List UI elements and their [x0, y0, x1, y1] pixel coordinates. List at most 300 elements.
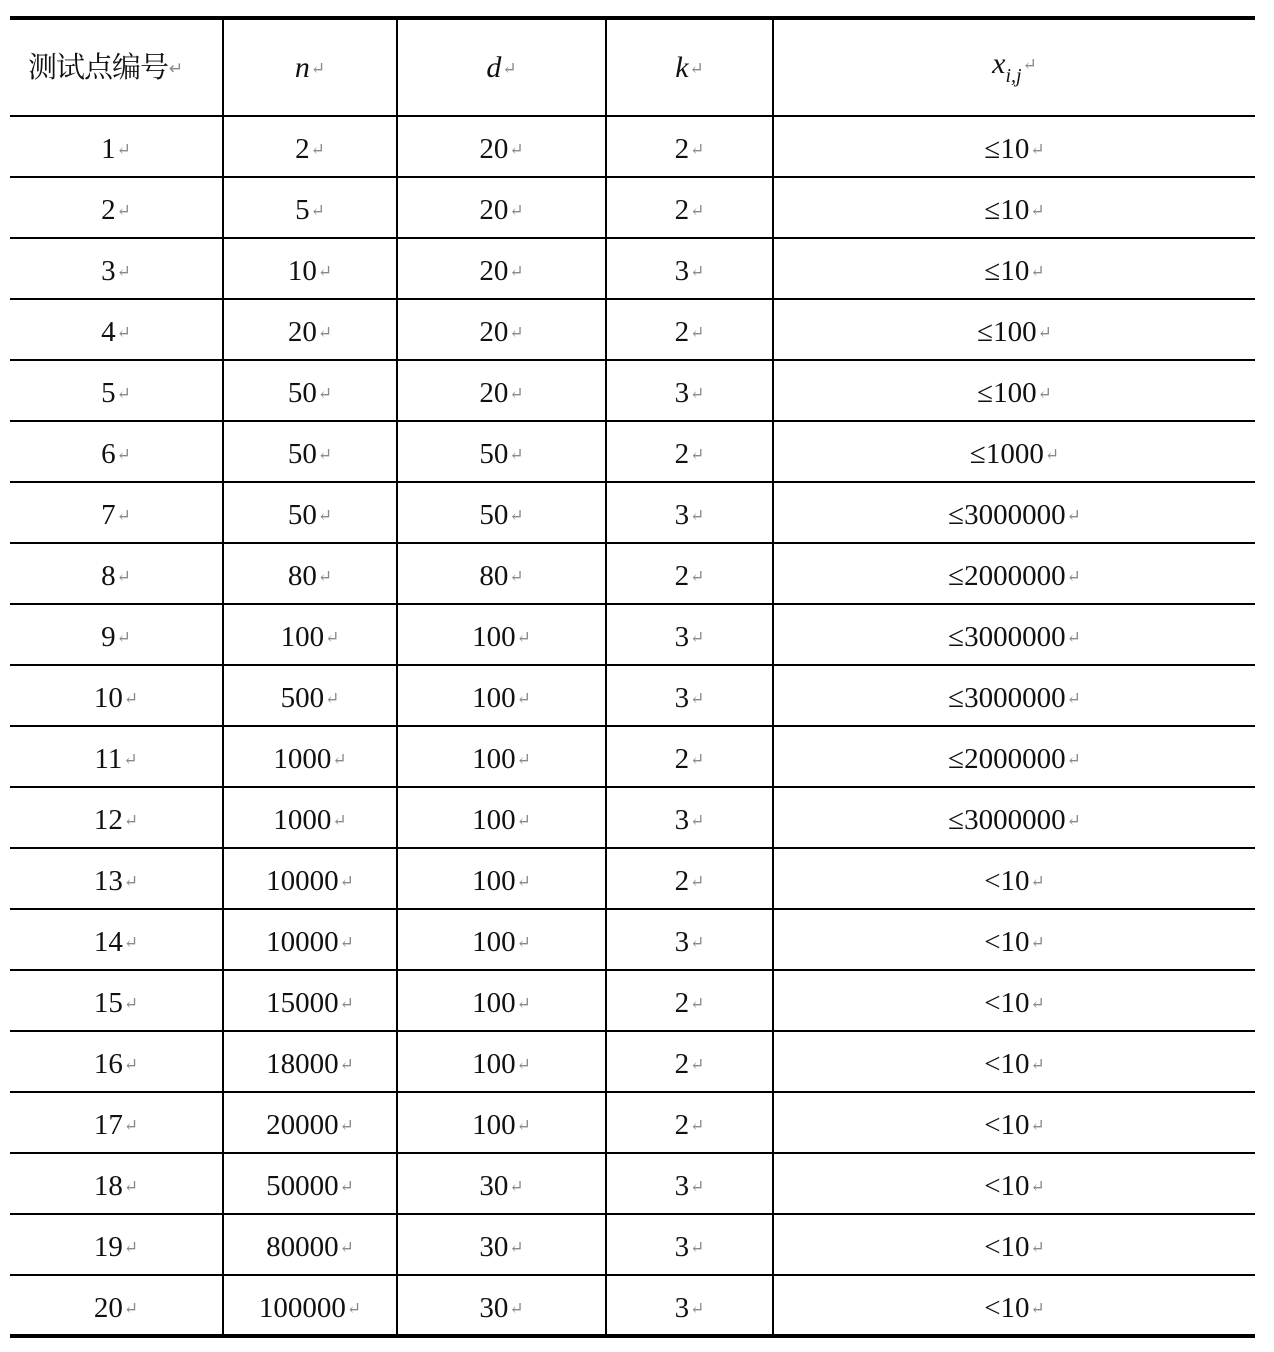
paragraph-mark-icon: ↵	[123, 811, 139, 830]
table-row	[10, 421, 1255, 482]
paragraph-mark-icon: ↵	[1066, 750, 1081, 769]
paragraph-mark-icon: ↵	[123, 933, 139, 952]
paragraph-mark-icon: ↵	[123, 1238, 139, 1257]
cell-d-value: 50	[479, 499, 509, 531]
cell-x-ij	[773, 1092, 1255, 1153]
cell-x-ij-value: ≤3000000	[948, 499, 1066, 531]
cell-test-point-id	[10, 482, 223, 543]
cell-d	[397, 970, 606, 1031]
paragraph-mark-icon: ↵	[310, 140, 325, 159]
cell-x-ij	[773, 238, 1255, 299]
paragraph-mark-icon: ↵	[690, 933, 705, 952]
paragraph-mark-icon: ↵	[516, 628, 531, 647]
paragraph-mark-icon: ↵	[690, 262, 705, 281]
paragraph-mark-icon: ↵	[516, 689, 531, 708]
table-row	[10, 1031, 1255, 1092]
paragraph-mark-icon: ↵	[690, 628, 705, 647]
paragraph-mark-icon: ↵	[690, 994, 705, 1013]
cell-test-point-id	[10, 909, 223, 970]
paragraph-mark-icon: ↵	[325, 628, 340, 647]
paragraph-mark-icon: ↵	[123, 1055, 139, 1074]
cell-test-point-id-value: 9	[101, 621, 116, 653]
cell-n-value: 100	[280, 621, 325, 653]
paragraph-mark-icon: ↵	[1066, 506, 1081, 525]
paragraph-mark-icon: ↵	[123, 872, 139, 891]
paragraph-mark-icon: ↵	[317, 262, 333, 281]
cell-x-ij	[773, 1031, 1255, 1092]
table-row	[10, 360, 1255, 421]
cell-d-value: 30	[479, 1170, 509, 1202]
cell-x-ij-value: <10	[984, 926, 1030, 958]
cell-d-value: 100	[472, 926, 516, 958]
paragraph-mark-icon: ↵	[509, 506, 524, 525]
cell-n-value: 80000	[266, 1231, 339, 1263]
cell-k	[606, 726, 773, 787]
paragraph-mark-icon: ↵	[690, 506, 705, 525]
cell-test-point-id-value: 7	[101, 499, 116, 531]
cell-d-value: 100	[472, 1048, 516, 1080]
cell-x-ij-value: ≤10	[984, 133, 1030, 165]
paragraph-mark-icon: ↵	[509, 201, 524, 220]
cell-k	[606, 970, 773, 1031]
cell-n	[223, 726, 397, 787]
cell-x-ij-value: <10	[984, 1291, 1030, 1324]
cell-test-point-id-value: 1	[101, 133, 116, 165]
table-row	[10, 482, 1255, 543]
cell-k	[606, 177, 773, 238]
table-row	[10, 848, 1255, 909]
cell-d	[397, 848, 606, 909]
cell-k-value: 2	[674, 987, 690, 1019]
paragraph-mark-icon: ↵	[332, 811, 347, 830]
cell-k-value: 2	[674, 743, 690, 775]
cell-test-point-id-value: 6	[101, 438, 116, 470]
table-row	[10, 726, 1255, 787]
cell-k-value: 3	[674, 621, 690, 653]
cell-k	[606, 1092, 773, 1153]
paragraph-mark-icon: ↵	[516, 811, 531, 830]
cell-d-value: 100	[472, 987, 516, 1019]
cell-test-point-id	[10, 1031, 223, 1092]
cell-k	[606, 299, 773, 360]
cell-test-point-id	[10, 421, 223, 482]
cell-n	[223, 116, 397, 177]
paragraph-mark-icon: ↵	[509, 1238, 524, 1257]
paragraph-mark-icon: ↵	[689, 58, 704, 78]
cell-n-value: 50	[287, 499, 317, 531]
paragraph-mark-icon: ↵	[339, 1238, 354, 1257]
cell-n-value: 50	[287, 377, 317, 409]
cell-test-point-id-value: 18	[93, 1170, 123, 1202]
paragraph-mark-icon: ↵	[690, 384, 705, 403]
table-row	[10, 1214, 1255, 1275]
header-d-label: d	[486, 50, 502, 84]
cell-k	[606, 1214, 773, 1275]
paragraph-mark-icon: ↵	[339, 1116, 354, 1135]
paragraph-mark-icon: ↵	[1030, 1238, 1045, 1257]
cell-n-value: 2	[295, 133, 310, 165]
cell-test-point-id-value: 17	[93, 1109, 123, 1141]
paragraph-mark-icon: ↵	[509, 323, 524, 342]
cell-test-point-id	[10, 787, 223, 848]
cell-n-value: 1000	[273, 804, 332, 836]
cell-x-ij	[773, 116, 1255, 177]
cell-k-value: 2	[674, 1048, 690, 1080]
cell-d-value: 20	[479, 194, 509, 226]
cell-x-ij	[773, 299, 1255, 360]
test-point-table-container	[10, 16, 1255, 1338]
cell-x-ij	[773, 665, 1255, 726]
cell-k	[606, 1031, 773, 1092]
cell-test-point-id	[10, 299, 223, 360]
cell-n	[223, 238, 397, 299]
cell-k	[606, 848, 773, 909]
cell-test-point-id-value: 2	[101, 194, 116, 226]
paragraph-mark-icon: ↵	[690, 1298, 705, 1318]
cell-x-ij-value: <10	[984, 1048, 1030, 1080]
paragraph-mark-icon: ↵	[509, 567, 524, 586]
paragraph-mark-icon: ↵	[116, 628, 131, 647]
cell-n-value: 500	[280, 682, 325, 714]
cell-k-value: 2	[674, 316, 690, 348]
paragraph-mark-icon: ↵	[1030, 1298, 1045, 1318]
paragraph-mark-icon: ↵	[690, 750, 705, 769]
cell-x-ij	[773, 970, 1255, 1031]
cell-n-value: 50000	[266, 1170, 339, 1202]
header-x-label: x	[992, 47, 1006, 80]
paragraph-mark-icon: ↵	[317, 506, 333, 525]
cell-n-value: 15000	[266, 987, 339, 1019]
cell-k	[606, 543, 773, 604]
cell-test-point-id	[10, 177, 223, 238]
header-test-point-id-label: 测试点编号	[28, 50, 169, 84]
cell-k	[606, 360, 773, 421]
cell-x-ij-value: <10	[984, 865, 1030, 897]
cell-k	[606, 421, 773, 482]
table-row	[10, 177, 1255, 238]
cell-n-value: 20	[287, 316, 317, 348]
cell-d	[397, 421, 606, 482]
paragraph-mark-icon: ↵	[516, 994, 531, 1013]
cell-k	[606, 909, 773, 970]
table-header	[10, 18, 1255, 116]
paragraph-mark-icon: ↵	[123, 1298, 139, 1318]
header-k-label: k	[675, 50, 689, 84]
paragraph-mark-icon: ↵	[116, 384, 131, 403]
table-row	[10, 116, 1255, 177]
cell-n	[223, 970, 397, 1031]
paragraph-mark-icon: ↵	[317, 384, 333, 403]
paragraph-mark-icon: ↵	[690, 567, 705, 586]
cell-n	[223, 604, 397, 665]
cell-x-ij	[773, 177, 1255, 238]
paragraph-mark-icon: ↵	[509, 1177, 524, 1196]
cell-test-point-id	[10, 726, 223, 787]
cell-x-ij-value: <10	[984, 1109, 1030, 1141]
paragraph-mark-icon: ↵	[509, 445, 524, 464]
cell-k	[606, 482, 773, 543]
paragraph-mark-icon: ↵	[116, 140, 131, 159]
cell-n	[223, 177, 397, 238]
cell-x-ij	[773, 421, 1255, 482]
paragraph-mark-icon: ↵	[1044, 445, 1060, 464]
paragraph-mark-icon: ↵	[690, 323, 705, 342]
table-row	[10, 1275, 1255, 1336]
cell-n-value: 10000	[266, 926, 339, 958]
cell-d	[397, 482, 606, 543]
paragraph-mark-icon: ↵	[690, 1116, 705, 1135]
paragraph-mark-icon: ↵	[1030, 994, 1045, 1013]
paragraph-mark-icon: ↵	[116, 445, 131, 464]
cell-d	[397, 116, 606, 177]
paragraph-mark-icon: ↵	[1037, 384, 1052, 403]
cell-d-value: 100	[472, 804, 516, 836]
cell-n-value: 20000	[266, 1109, 339, 1141]
cell-n	[223, 543, 397, 604]
cell-d-value: 30	[479, 1231, 509, 1263]
paragraph-mark-icon: ↵	[317, 323, 333, 342]
cell-d	[397, 787, 606, 848]
cell-x-ij	[773, 909, 1255, 970]
cell-k-value: 3	[674, 682, 690, 714]
cell-d	[397, 360, 606, 421]
cell-d-value: 100	[472, 865, 516, 897]
cell-n	[223, 1214, 397, 1275]
paragraph-mark-icon: ↵	[509, 1298, 524, 1318]
cell-x-ij-value: ≤10	[984, 255, 1030, 287]
paragraph-mark-icon: ↵	[339, 872, 354, 891]
cell-test-point-id	[10, 1214, 223, 1275]
cell-d	[397, 1092, 606, 1153]
paragraph-mark-icon: ↵	[690, 1055, 705, 1074]
cell-x-ij	[773, 1275, 1255, 1336]
cell-x-ij-value: <10	[984, 987, 1030, 1019]
cell-k-value: 2	[674, 438, 690, 470]
paragraph-mark-icon: ↵	[339, 994, 354, 1013]
paragraph-mark-icon: ↵	[310, 58, 326, 78]
cell-k	[606, 1275, 773, 1336]
paragraph-mark-icon: ↵	[690, 872, 705, 891]
cell-test-point-id	[10, 543, 223, 604]
cell-d-value: 100	[472, 1109, 516, 1141]
cell-k	[606, 116, 773, 177]
cell-x-ij-value: ≤100	[977, 377, 1037, 409]
cell-n-value: 100000	[258, 1291, 346, 1324]
cell-k-value: 3	[674, 499, 690, 531]
cell-n-value: 10000	[266, 865, 339, 897]
cell-n	[223, 421, 397, 482]
cell-d-value: 100	[472, 621, 516, 653]
cell-test-point-id	[10, 1092, 223, 1153]
table-row	[10, 299, 1255, 360]
paragraph-mark-icon: ↵	[123, 1116, 139, 1135]
paragraph-mark-icon: ↵	[116, 567, 131, 586]
cell-n	[223, 1153, 397, 1214]
cell-x-ij-value: <10	[984, 1231, 1030, 1263]
cell-k-value: 2	[674, 560, 690, 592]
cell-x-ij-value: <10	[984, 1170, 1030, 1202]
cell-k-value: 2	[674, 194, 690, 226]
cell-n	[223, 787, 397, 848]
paragraph-mark-icon: ↵	[516, 933, 531, 952]
header-test-point-id	[10, 18, 223, 116]
cell-x-ij	[773, 848, 1255, 909]
cell-test-point-id-value: 19	[93, 1231, 123, 1263]
paragraph-mark-icon: ↵	[169, 59, 183, 79]
paragraph-mark-icon: ↵	[1066, 628, 1081, 647]
cell-test-point-id-value: 11	[94, 743, 123, 775]
table-row	[10, 1092, 1255, 1153]
cell-x-ij-value: ≤100	[977, 316, 1037, 348]
cell-n-value: 50	[287, 438, 317, 470]
paragraph-mark-icon: ↵	[123, 689, 139, 708]
cell-d-value: 80	[479, 560, 509, 592]
cell-test-point-id-value: 4	[101, 316, 116, 348]
paragraph-mark-icon: ↵	[123, 1177, 139, 1196]
paragraph-mark-icon: ↵	[509, 140, 524, 159]
paragraph-mark-icon: ↵	[1022, 55, 1037, 74]
cell-test-point-id-value: 3	[101, 255, 116, 287]
paragraph-mark-icon: ↵	[1066, 567, 1081, 586]
paragraph-mark-icon: ↵	[690, 201, 705, 220]
cell-test-point-id-value: 5	[101, 377, 116, 409]
cell-d	[397, 1275, 606, 1336]
cell-k	[606, 665, 773, 726]
test-point-table	[10, 16, 1255, 1338]
cell-k-value: 2	[674, 133, 690, 165]
cell-test-point-id-value: 20	[93, 1291, 123, 1324]
header-n-label: n	[294, 50, 310, 84]
header-k	[606, 18, 773, 116]
paragraph-mark-icon: ↵	[346, 1298, 362, 1318]
paragraph-mark-icon: ↵	[339, 933, 354, 952]
paragraph-mark-icon: ↵	[116, 201, 131, 220]
paragraph-mark-icon: ↵	[509, 262, 524, 281]
paragraph-mark-icon: ↵	[690, 689, 705, 708]
cell-x-ij	[773, 360, 1255, 421]
cell-test-point-id	[10, 1275, 223, 1336]
cell-d-value: 20	[479, 377, 509, 409]
paragraph-mark-icon: ↵	[123, 994, 139, 1013]
cell-test-point-id-value: 10	[93, 682, 123, 714]
cell-n	[223, 360, 397, 421]
cell-n	[223, 482, 397, 543]
paragraph-mark-icon: ↵	[1030, 933, 1045, 952]
cell-d	[397, 1031, 606, 1092]
paragraph-mark-icon: ↵	[1066, 811, 1081, 830]
paragraph-mark-icon: ↵	[116, 506, 131, 525]
cell-test-point-id	[10, 604, 223, 665]
cell-x-ij	[773, 726, 1255, 787]
cell-test-point-id	[10, 360, 223, 421]
cell-n	[223, 665, 397, 726]
cell-x-ij	[773, 1214, 1255, 1275]
cell-n-value: 10	[287, 255, 317, 287]
table-row	[10, 909, 1255, 970]
table-body	[10, 116, 1255, 1336]
cell-n	[223, 1275, 397, 1336]
paragraph-mark-icon: ↵	[502, 58, 517, 78]
table-row	[10, 665, 1255, 726]
cell-d-value: 20	[479, 316, 509, 348]
paragraph-mark-icon: ↵	[509, 384, 524, 403]
cell-x-ij-value: ≤2000000	[948, 560, 1066, 592]
cell-d-value: 50	[479, 438, 509, 470]
cell-test-point-id-value: 12	[93, 804, 123, 836]
cell-test-point-id	[10, 665, 223, 726]
header-row	[10, 18, 1255, 116]
cell-k-value: 3	[674, 1291, 690, 1324]
cell-d	[397, 909, 606, 970]
cell-d-value: 20	[479, 133, 509, 165]
cell-test-point-id-value: 14	[93, 926, 123, 958]
cell-x-ij	[773, 604, 1255, 665]
table-row	[10, 604, 1255, 665]
cell-n	[223, 299, 397, 360]
table-row	[10, 787, 1255, 848]
cell-d	[397, 543, 606, 604]
paragraph-mark-icon: ↵	[317, 445, 333, 464]
cell-k	[606, 604, 773, 665]
cell-d	[397, 1214, 606, 1275]
cell-k-value: 2	[674, 865, 690, 897]
cell-d	[397, 604, 606, 665]
paragraph-mark-icon: ↵	[1030, 140, 1045, 159]
cell-test-point-id-value: 13	[93, 865, 123, 897]
paragraph-mark-icon: ↵	[1066, 689, 1081, 708]
cell-x-ij	[773, 543, 1255, 604]
paragraph-mark-icon: ↵	[516, 1116, 531, 1135]
cell-x-ij	[773, 787, 1255, 848]
cell-n	[223, 1031, 397, 1092]
cell-d-value: 100	[472, 682, 516, 714]
table-row	[10, 1153, 1255, 1214]
cell-k-value: 3	[674, 255, 690, 287]
cell-n-value: 5	[295, 194, 310, 226]
paragraph-mark-icon: ↵	[690, 1238, 705, 1257]
cell-d	[397, 238, 606, 299]
paragraph-mark-icon: ↵	[123, 750, 138, 769]
paragraph-mark-icon: ↵	[1030, 1116, 1045, 1135]
paragraph-mark-icon: ↵	[1030, 262, 1045, 281]
cell-k	[606, 238, 773, 299]
paragraph-mark-icon: ↵	[339, 1055, 354, 1074]
cell-n	[223, 848, 397, 909]
paragraph-mark-icon: ↵	[516, 1055, 531, 1074]
paragraph-mark-icon: ↵	[1030, 1177, 1045, 1196]
cell-test-point-id	[10, 970, 223, 1031]
paragraph-mark-icon: ↵	[1030, 1055, 1045, 1074]
cell-test-point-id-value: 16	[93, 1048, 123, 1080]
table-row	[10, 970, 1255, 1031]
paragraph-mark-icon: ↵	[310, 201, 325, 220]
header-x-ij	[773, 18, 1255, 116]
cell-test-point-id	[10, 238, 223, 299]
cell-x-ij-value: ≤1000	[969, 438, 1044, 470]
cell-d-value: 30	[479, 1291, 509, 1324]
cell-k-value: 2	[674, 1109, 690, 1141]
cell-test-point-id-value: 8	[101, 560, 116, 592]
cell-k	[606, 787, 773, 848]
cell-k-value: 3	[674, 804, 690, 836]
cell-k-value: 3	[674, 377, 690, 409]
cell-d	[397, 177, 606, 238]
cell-x-ij-value: ≤3000000	[948, 621, 1066, 653]
paragraph-mark-icon: ↵	[1037, 323, 1052, 342]
cell-x-ij	[773, 1153, 1255, 1214]
cell-d	[397, 1153, 606, 1214]
cell-k-value: 3	[674, 1170, 690, 1202]
